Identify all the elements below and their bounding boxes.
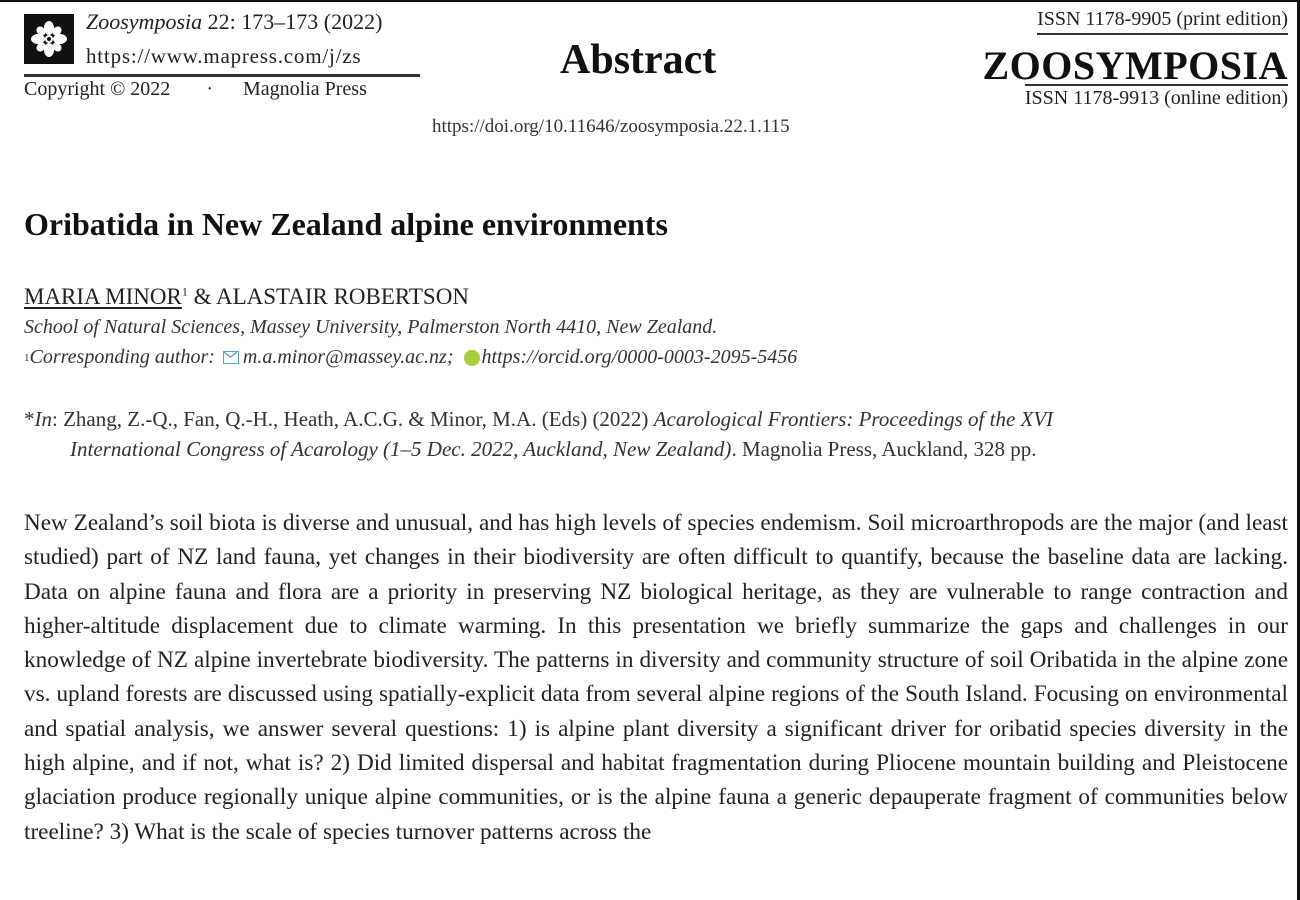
orcid-icon: [464, 350, 480, 366]
cite-prefix: *: [24, 407, 35, 431]
issn-online: ISSN 1178-9913 (online edition): [1025, 84, 1288, 110]
cite-editors: Zhang, Z.-Q., Fan, Q.-H., Heath, A.C.G. & Minor, M.A. (Eds) (2022): [63, 407, 654, 431]
copyright-text: Copyright © 2022: [24, 78, 171, 100]
copyright-line: [24, 78, 367, 101]
journal-name: Zoosymposia: [86, 9, 203, 34]
author-1: MARIA MINOR: [24, 284, 182, 309]
proceedings-citation: [24, 404, 1290, 464]
doi-link[interactable]: https://doi.org/10.11646/zoosymposia.22.1.115: [432, 116, 790, 137]
corresp-mark: 1: [24, 351, 30, 364]
journal-citation: [86, 8, 382, 36]
author-1-affiliation-mark: 1: [181, 284, 188, 299]
email-icon: [223, 351, 239, 364]
abstract-body: New Zealand’s soil biota is diverse and unusual, and has high levels of species endemism. Soil microarthropods are the major (and least studied) part of NZ land fauna, yet changes in their biodiversity are often difficult to quantify, because the baseline data are lacking. Data on alpine fauna and flora are a priority in preserving NZ biological heritage, as they are vulnerable to range contraction and higher-altitude displacement due to climate warming. In this presentation we briefly summarize the gaps and challenges in our knowledge of NZ alpine invertebrate biodiversity. The patterns in diversity and community structure of soil Oribatida in the alpine zone vs. upland forests are discussed using spatially-explicit data from several alpine regions of the South Island. Focusing on environmental and spatial analysis, we answer several questions: 1) is alpine plant diversity a significant driver for oribatid species diversity in the high alpine, and if not, what is? 2) Did limited dispersal and habitat fragmentation during Pliocene mountain building and Pleistocene glaciation produce regionally unique alpine communities, or is the alpine fauna a generic depauperate fragment of communities below treeline? 3) What is the scale of species turnover patterns across the: [24, 510, 1288, 845]
header-divider: [24, 74, 420, 77]
corresp-label: Corresponding author:: [29, 346, 215, 368]
cite-colon: :: [52, 407, 64, 431]
corresponding-author: [24, 346, 797, 369]
cite-tail: . Magnolia Press, Auckland, 328 pp.: [731, 437, 1037, 461]
journal-header: [0, 2, 1300, 152]
journal-url-link[interactable]: https://www.mapress.com/j/zs: [86, 44, 362, 68]
journal-name-caps: ZOOSYMPOSIA: [982, 43, 1288, 88]
author-list: [24, 284, 469, 310]
orcid-link[interactable]: https://orcid.org/0000-0003-2095-5456: [481, 346, 798, 368]
cite-in: In: [34, 407, 52, 431]
abstract-heading: Abstract: [560, 37, 717, 83]
cite-line-2: [24, 434, 1290, 464]
article-title: Oribatida in New Zealand alpine environments: [24, 206, 668, 242]
cite-book-title-2: International Congress of Acarology (1–5 Dec. 2022, Auckland, New Zealand): [70, 437, 732, 461]
author-separator: &: [187, 284, 216, 309]
separator-dot: ·: [206, 78, 213, 100]
journal-volume-pages: 22: 173–173 (2022): [202, 9, 383, 34]
issn-print: ISSN 1178-9905 (print edition): [1037, 8, 1288, 35]
publisher-name: Magnolia Press: [242, 78, 367, 100]
affiliation: School of Natural Sciences, Massey University, Palmerston North 4410, New Zealand.: [24, 316, 718, 338]
journal-logo-icon: [24, 14, 74, 64]
email-link[interactable]: m.a.minor@massey.ac.nz;: [242, 346, 454, 368]
author-2: ALASTAIR ROBERTSON: [215, 284, 469, 309]
cite-book-title-1: Acarological Frontiers: Proceedings of the XVI: [653, 407, 1054, 431]
